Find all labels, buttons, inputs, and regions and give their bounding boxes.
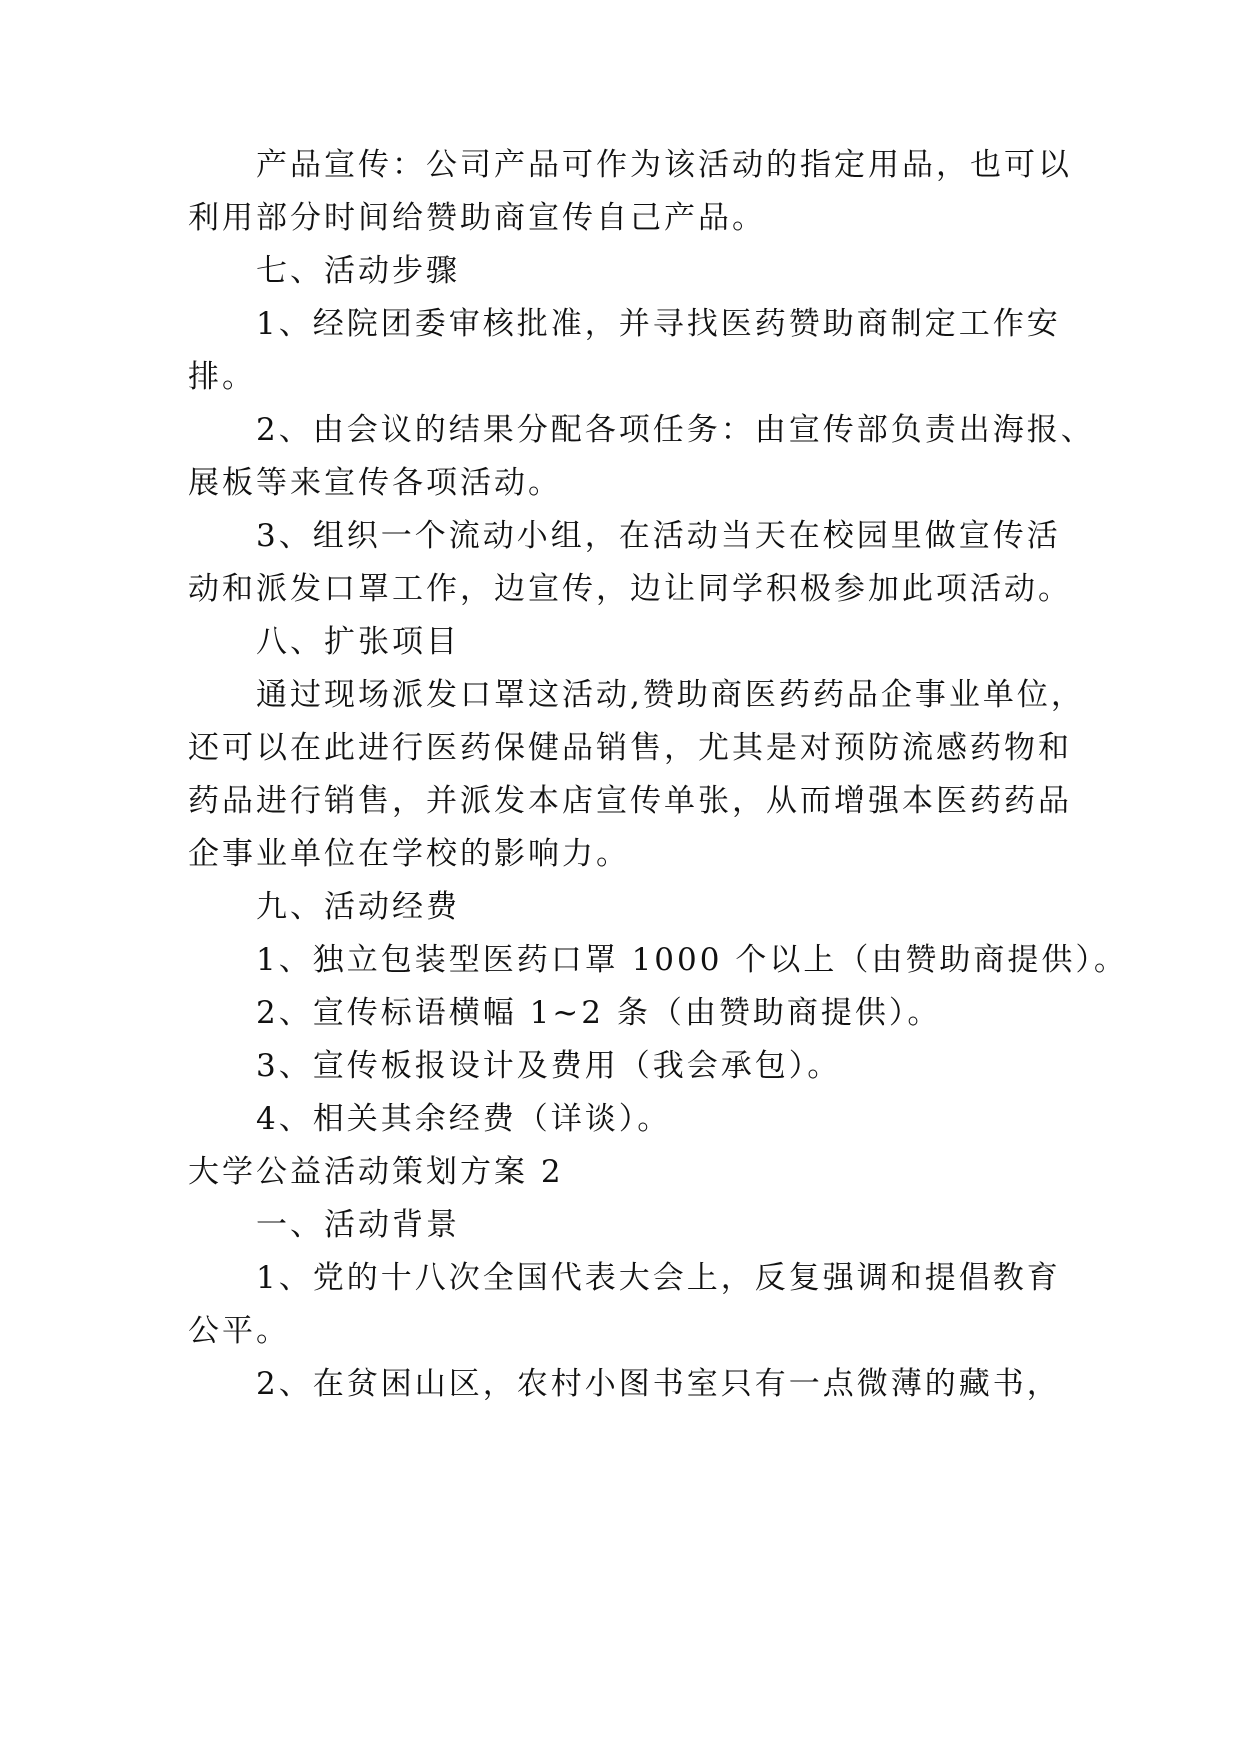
text-line: 1、党的十八次全国代表大会上，反复强调和提倡教育	[256, 1260, 1061, 1296]
text-line: 2、宣传标语横幅 1~2 条（由赞助商提供）。	[256, 995, 942, 1031]
text-line: 产品宣传：公司产品可作为该活动的指定用品，也可以	[256, 147, 1072, 183]
text-line: 1、经院团委审核批准，并寻找医药赞助商制定工作安	[256, 306, 1061, 342]
text-line: 一、活动背景	[256, 1207, 460, 1243]
text-line: 九、活动经费	[256, 889, 460, 925]
text-line: 动和派发口罩工作，边宣传，边让同学积极参加此项活动。	[188, 571, 1072, 607]
text-line: 八、扩张项目	[256, 624, 460, 660]
text-line: 企事业单位在学校的影响力。	[188, 836, 630, 872]
text-line: 利用部分时间给赞助商宣传自己产品。	[188, 200, 766, 236]
text-line: 通过现场派发口罩这活动,赞助商医药药品企事业单位，	[256, 677, 1085, 713]
text-line: 还可以在此进行医药保健品销售，尤其是对预防流感药物和	[188, 730, 1072, 766]
text-line: 1、独立包装型医药口罩 1000 个以上（由赞助商提供）。	[256, 942, 1128, 978]
text-line: 药品进行销售，并派发本店宣传单张，从而增强本医药药品	[188, 783, 1072, 819]
text-line: 大学公益活动策划方案 2	[188, 1154, 564, 1190]
text-line: 七、活动步骤	[256, 253, 460, 289]
text-line: 2、由会议的结果分配各项任务：由宣传部负责出海报、	[256, 412, 1095, 448]
text-line: 排。	[188, 359, 256, 395]
text-line: 3、宣传板报设计及费用（我会承包）。	[256, 1048, 842, 1084]
text-line: 4、相关其余经费（详谈）。	[256, 1101, 672, 1137]
text-line: 2、在贫困山区，农村小图书室只有一点微薄的藏书，	[256, 1366, 1061, 1402]
text-line: 展板等来宣传各项活动。	[188, 465, 562, 501]
text-line: 公平。	[188, 1313, 290, 1349]
text-line: 3、组织一个流动小组，在活动当天在校园里做宣传活	[256, 518, 1061, 554]
